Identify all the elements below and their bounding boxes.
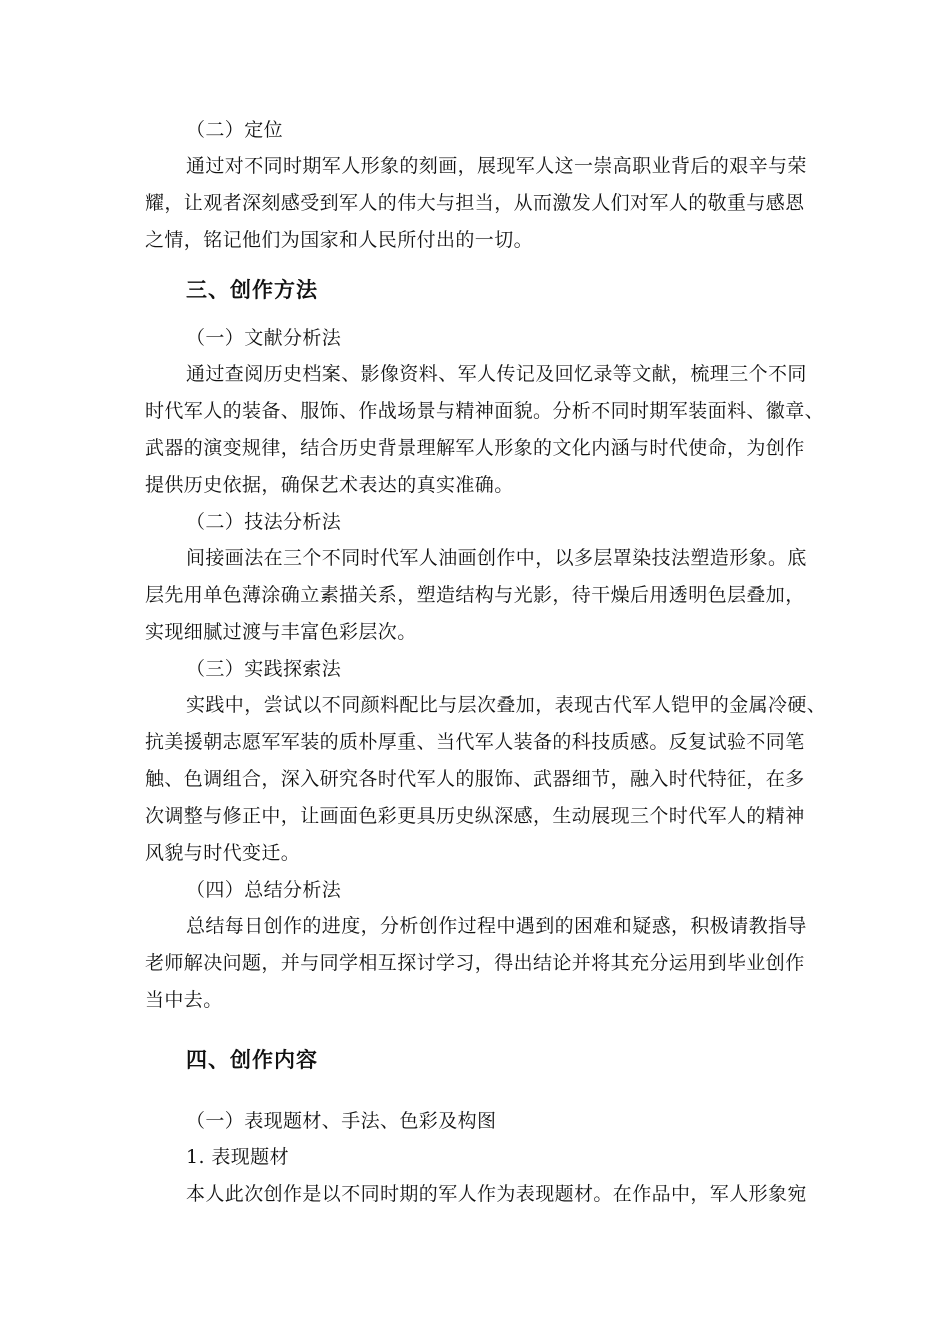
subheading-summary-analysis: （四）总结分析法 xyxy=(186,879,342,901)
section-heading-methods: 三、创作方法 xyxy=(186,278,318,302)
paragraph-line: 当中去。 xyxy=(145,989,223,1011)
paragraph-line: 之情，铭记他们为国家和人民所付出的一切。 xyxy=(145,229,534,251)
paragraph-line: 本人此次创作是以不同时期的军人作为表现题材。在作品中，军人形象宛 xyxy=(186,1183,807,1205)
paragraph-line: 老师解决问题，并与同学相互探讨学习，得出结论并将其充分运用到毕业创作 xyxy=(145,952,805,974)
paragraph-line: 风貌与时代变迁。 xyxy=(145,842,301,864)
subheading-positioning: （二）定位 xyxy=(186,119,284,141)
paragraph-line: 武器的演变规律，结合历史背景理解军人形象的文化内涵与时代使命，为创作 xyxy=(145,437,805,459)
paragraph-line: 总结每日创作的进度，分析创作过程中遇到的困难和疑惑，积极请教指导 xyxy=(186,915,807,937)
paragraph-line: 触、色调组合，深入研究各时代军人的服饰、武器细节，融入时代特征，在多 xyxy=(145,768,805,790)
paragraph-line: 抗美援朝志愿军军装的质朴厚重、当代军人装备的科技质感。反复试验不同笔 xyxy=(145,731,805,753)
subheading-practice-exploration: （三）实践探索法 xyxy=(186,658,342,680)
paragraph-line: 实践中，尝试以不同颜料配比与层次叠加，表现古代军人铠甲的金属冷硬、 xyxy=(186,694,827,716)
paragraph-line: 次调整与修正中，让画面色彩更具历史纵深感，生动展现三个时代军人的精神 xyxy=(145,805,805,827)
paragraph-line: 通过查阅历史档案、影像资料、军人传记及回忆录等文献，梳理三个不同 xyxy=(186,363,807,385)
paragraph-line: 提供历史依据，确保艺术表达的真实准确。 xyxy=(145,474,514,496)
paragraph-line: 时代军人的装备、服饰、作战场景与精神面貌。分析不同时期军装面料、徽章、 xyxy=(145,400,825,422)
paragraph-line: 层先用单色薄涂确立素描关系，塑造结构与光影，待干燥后用透明色层叠加， xyxy=(145,584,805,606)
subheading-literature-analysis: （一）文献分析法 xyxy=(186,327,342,349)
paragraph-line: 通过对不同时期军人形象的刻画，展现军人这一崇高职业背后的艰辛与荣 xyxy=(186,155,807,177)
paragraph-line: 实现细腻过渡与丰富色彩层次。 xyxy=(145,621,417,643)
subheading-subject-technique-color: （一）表现题材、手法、色彩及构图 xyxy=(186,1110,497,1132)
item-title-subject: 1. 表现题材 xyxy=(186,1146,289,1168)
subheading-technique-analysis: （二）技法分析法 xyxy=(186,511,342,533)
paragraph-line: 耀，让观者深刻感受到军人的伟大与担当，从而激发人们对军人的敬重与感恩 xyxy=(145,192,805,214)
section-heading-content: 四、创作内容 xyxy=(186,1048,318,1072)
paragraph-line: 间接画法在三个不同时代军人油画创作中，以多层罩染技法塑造形象。底 xyxy=(186,547,807,569)
